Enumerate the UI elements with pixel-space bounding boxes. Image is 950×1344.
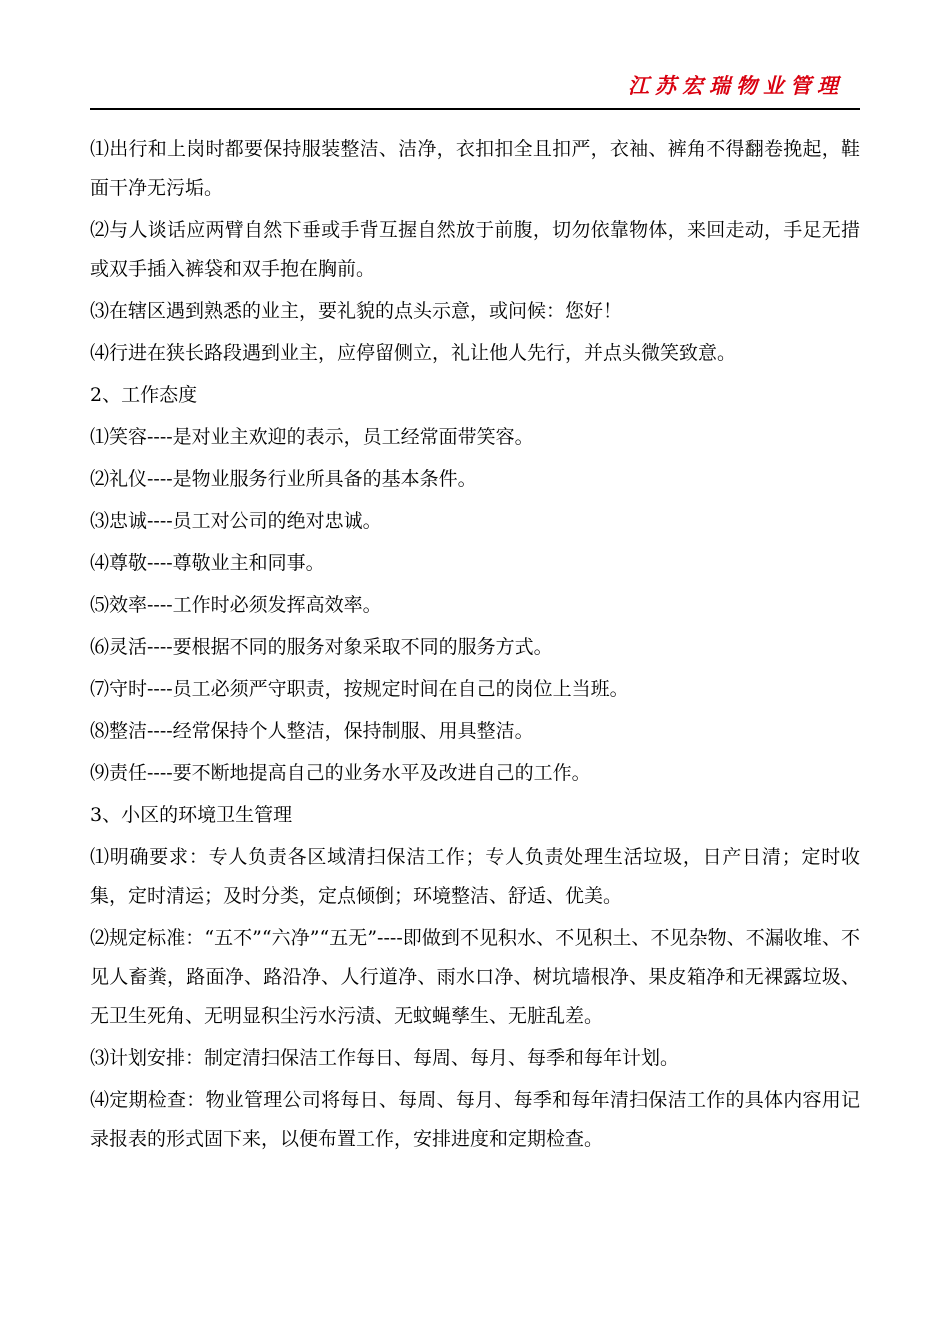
page-header <box>90 62 860 110</box>
attitude-item-2: ⑵礼仪----是物业服务行业所具备的基本条件。 <box>90 468 477 490</box>
hygiene-item-3: ⑶计划安排：制定清扫保洁工作每日、每周、每月、每季和每年计划。 <box>90 1047 680 1069</box>
attitude-item-6: ⑹灵活----要根据不同的服务对象采取不同的服务方式。 <box>90 636 553 658</box>
header-company-name: 江苏宏瑞物业管理 <box>628 73 844 98</box>
attitude-item-1: ⑴笑容----是对业主欢迎的表示，员工经常面带笑容。 <box>90 426 534 448</box>
attitude-item-7: ⑺守时----员工必须严守职责，按规定时间在自己的岗位上当班。 <box>90 678 629 700</box>
section-2-title: 2、工作态度 <box>90 384 198 406</box>
section-3-title: 3、小区的环境卫生管理 <box>90 804 293 826</box>
conduct-item-2: ⑵与人谈话应两臂自然下垂或手背互握自然放于前腹，切勿依靠物体，来回走动，手足无措或双手插入裤袋和双手抱在胸前。 <box>90 219 860 280</box>
attitude-item-5: ⑸效率----工作时必须发挥高效率。 <box>90 594 382 616</box>
attitude-item-4: ⑷尊敬----尊敬业主和同事。 <box>90 552 325 574</box>
conduct-item-1: ⑴出行和上岗时都要保持服装整洁、洁净，衣扣扣全且扣严，衣袖、裤角不得翻卷挽起，鞋面干净无污垢。 <box>90 138 860 199</box>
hygiene-item-2: ⑵规定标准：“五不”“六净”“五无”----即做到不见积水、不见积土、不见杂物、不漏收堆、不见人畜粪，路面净、路沿净、人行道净、雨水口净、树坑墙根净、果皮箱净和无裸露垃圾、无卫生死角、无明显积尘污水污渍、无蚊蝇孳生、无脏乱差。 <box>90 927 860 1027</box>
attitude-item-8: ⑻整洁----经常保持个人整洁，保持制服、用具整洁。 <box>90 720 534 742</box>
hygiene-item-4: ⑷定期检查：物业管理公司将每日、每周、每月、每季和每年清扫保洁工作的具体内容用记录报表的形式固下来，以便布置工作，安排进度和定期检查。 <box>90 1089 860 1150</box>
attitude-item-3: ⑶忠诚----员工对公司的绝对忠诚。 <box>90 510 382 532</box>
conduct-item-3: ⑶在辖区遇到熟悉的业主，要礼貌的点头示意，或问候：您好！ <box>90 300 623 322</box>
hygiene-item-1: ⑴明确要求：专人负责各区域清扫保洁工作；专人负责处理生活垃圾，日产日清；定时收集，定时清运；及时分类，定点倾倒；环境整洁、舒适、优美。 <box>90 846 860 907</box>
conduct-item-4: ⑷行进在狭长路段遇到业主，应停留侧立，礼让他人先行，并点头微笑致意。 <box>90 342 737 364</box>
attitude-item-9: ⑼责任----要不断地提高自己的业务水平及改进自己的工作。 <box>90 762 591 784</box>
document-body <box>90 130 860 1162</box>
